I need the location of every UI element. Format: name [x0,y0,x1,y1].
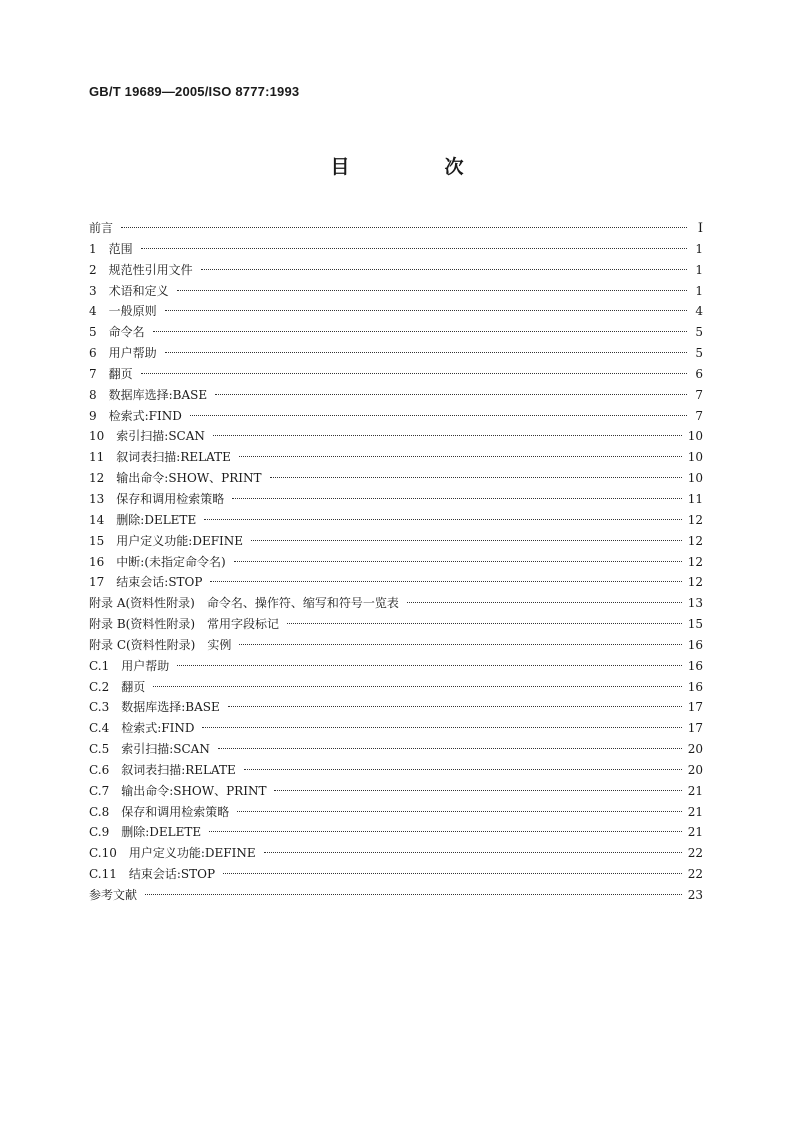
toc-entry[interactable] [89,656,703,677]
toc-entry[interactable] [89,489,703,510]
toc-entry[interactable] [89,718,703,739]
dot-leader [264,851,682,853]
toc-entry-page-number: 16 [687,637,703,652]
toc-entry-number: 附录 A(资料性附录) [89,596,195,611]
dot-leader [165,309,687,311]
toc-entry[interactable] [89,739,703,760]
toc-entry-page-number: 20 [687,762,703,777]
dot-leader [213,434,682,436]
toc-entry-label: 范围 [108,241,133,256]
dot-leader [407,601,682,603]
toc-entry-page-number: 11 [687,491,703,506]
toc-entry-page-number: 12 [687,533,703,548]
dot-leader [153,685,682,687]
dot-leader [210,580,681,582]
toc-entry-label: 规范性引用文件 [108,262,193,277]
toc-entry-page-number: 12 [687,575,703,590]
toc-entry-number: 17 [89,575,105,590]
dot-leader [251,539,682,541]
toc-entry[interactable] [89,864,703,885]
dot-leader [239,455,682,457]
toc-entry-page-number: 10 [687,429,703,444]
toc-entry-page-number: 1 [695,241,703,256]
toc-entry-number: C.10 [89,846,117,861]
toc-entry-label: 参考文献 [89,888,138,902]
toc-entry-page-number: 16 [687,679,703,694]
toc-entry-label: 结束会话:STOP [128,867,216,882]
toc-entry[interactable] [89,635,703,656]
toc-entry-page-number: 10 [687,450,703,465]
toc-entry[interactable] [89,343,703,364]
toc-entry-label: 中断:(未指定命令名) [116,554,226,569]
toc-entry-page-number: 6 [695,366,703,381]
toc-entry-label: 用户定义功能:DEFINE [128,846,256,861]
toc-entry-number: C.1 [89,658,110,673]
dot-leader [239,643,681,645]
toc-entry-page-number: 17 [687,721,703,736]
toc-entry-label: 叙词表扫描:RELATE [116,450,231,465]
toc-entry-label: 检索式:FIND [121,721,195,736]
toc-entry-label: 用户定义功能:DEFINE [116,533,244,548]
dot-leader [270,476,682,478]
dot-leader [190,414,687,416]
toc-entry-number: 1 [89,241,97,256]
toc-entry-page-number: 1 [695,262,703,277]
toc-entry-number: 4 [89,304,97,319]
toc-entry-label: 删除:DELETE [121,825,202,840]
toc-entry-number: C.5 [89,742,110,757]
dot-leader [244,768,682,770]
toc-entry-label: 一般原则 [108,304,157,319]
toc-entry-page-number: 5 [695,346,703,361]
toc-entry[interactable] [89,406,703,427]
toc-entry-page-number: 12 [687,554,703,569]
toc-entry[interactable] [89,677,703,698]
toc-entry-page-number: 16 [687,658,703,673]
toc-entry-number: C.7 [89,783,110,798]
toc-entry-number: 12 [89,471,105,486]
toc-entry[interactable] [89,510,703,531]
toc-entry[interactable] [89,697,703,718]
toc-entry-number: 3 [89,283,97,298]
toc-entry-number: 13 [89,491,105,506]
dot-leader [204,518,682,520]
toc-entry-page-number: 17 [687,700,703,715]
toc-entry-page-number: 13 [687,596,703,611]
dot-leader [223,872,682,874]
toc-entry[interactable] [89,218,703,239]
toc-entry-number: C.6 [89,762,110,777]
toc-entry-number: C.3 [89,700,110,715]
toc-entry-label: 翻页 [108,366,133,381]
toc-entry-label: 删除:DELETE [116,512,197,527]
toc-entry-label: 用户帮助 [121,658,170,673]
toc-entry-number: C.2 [89,679,110,694]
toc-entry[interactable] [89,822,703,843]
toc-entry-number: C.4 [89,721,110,736]
toc-entry-number: 7 [89,366,97,381]
dot-leader [141,372,687,374]
toc-entry-label: 保存和调用检索策略 [116,491,225,506]
toc-entry-number: 附录 C(资料性附录) [89,637,196,652]
dot-leader [287,622,682,624]
toc-entry[interactable] [89,572,703,593]
toc-entry-number: 16 [89,554,105,569]
toc-entry-page-number: 22 [687,846,703,861]
toc-entry[interactable] [89,322,703,343]
toc-entry-number: 15 [89,533,105,548]
dot-leader [218,747,682,749]
toc-entry-label: 索引扫描:SCAN [121,742,210,757]
toc-entry[interactable] [89,552,703,573]
toc-entry-label: 保存和调用检索策略 [121,804,230,819]
toc-entry-label: 前言 [89,221,114,235]
dot-leader [177,664,682,666]
toc-entry-page-number: 21 [687,804,703,819]
toc-entry-page-number: 12 [687,512,703,527]
toc-entry[interactable] [89,281,703,302]
toc-entry-page-number: 4 [695,304,703,319]
toc-entry-label: 结束会话:STOP [116,575,203,590]
toc-entry-label: 数据库选择:BASE [121,700,220,715]
toc-entry[interactable] [89,802,703,823]
toc-entry-label: 命令名、操作符、缩写和符号一览表 [206,596,399,611]
toc-entry[interactable] [89,239,703,260]
toc-entry-number: 附录 B(资料性附录) [89,617,195,632]
toc-entry[interactable] [89,760,703,781]
toc-entry-page-number: 22 [687,867,703,882]
toc-entry-number: 10 [89,429,105,444]
toc-entry[interactable] [89,885,703,906]
toc-entry-number: C.8 [89,804,110,819]
toc-entry-number: 6 [89,346,97,361]
toc-entry-label: 叙词表扫描:RELATE [121,762,236,777]
toc-entry-label: 术语和定义 [108,283,169,298]
toc-entry[interactable] [89,260,703,281]
dot-leader [165,351,687,353]
toc-entry-label: 命令名 [108,325,145,340]
toc-entry-label: 用户帮助 [108,346,157,361]
toc-entry-page-number: 21 [687,825,703,840]
toc-entry-page-number: 1 [695,283,703,298]
toc-entry-label: 索引扫描:SCAN [116,429,205,444]
toc-entry-number: 8 [89,387,97,402]
toc-entry-page-number: 5 [695,325,703,340]
toc-entry[interactable] [89,843,703,864]
toc-entry-page-number: 23 [687,888,703,902]
dot-leader [209,830,682,832]
dot-leader [237,810,682,812]
dot-leader [153,330,687,332]
toc-entry[interactable] [89,614,703,635]
toc-entry[interactable] [89,593,703,614]
toc-entry[interactable] [89,364,703,385]
toc-entry[interactable] [89,781,703,802]
toc-entry[interactable] [89,447,703,468]
toc-entry-page-number: 10 [687,471,703,486]
dot-leader [234,560,682,562]
dot-leader [121,226,687,228]
dot-leader [215,393,687,395]
dot-leader [141,247,687,249]
toc-entry-number: 11 [89,450,105,465]
dot-leader [177,289,687,291]
toc-entry-label: 常用字段标记 [207,617,280,632]
toc-entry[interactable] [89,385,703,406]
toc-entry-number: C.9 [89,825,110,840]
dot-leader [201,268,687,270]
toc-entry[interactable] [89,531,703,552]
dot-leader [232,497,681,499]
toc-entry-number: 2 [89,262,97,277]
toc-entry-number: 5 [89,325,97,340]
dot-leader [228,705,682,707]
toc-entry-page-number: 7 [695,387,703,402]
toc-entry-label: 翻页 [121,679,146,694]
page-title: 目 次 [330,156,502,178]
toc-entry-page-number: Ⅰ [697,221,703,236]
toc-entry-page-number: 7 [695,408,703,423]
toc-entry[interactable] [89,426,703,447]
toc-entry-page-number: 21 [687,783,703,798]
toc-entry-label: 检索式:FIND [108,408,182,423]
dot-leader [274,789,681,791]
dot-leader [145,893,682,895]
toc-entry[interactable] [89,468,703,489]
toc-entry-label: 输出命令:SHOW、PRINT [121,783,267,798]
toc-entry-label: 实例 [207,637,232,652]
toc-entry-label: 数据库选择:BASE [108,387,208,402]
toc-entry-number: C.11 [89,867,117,882]
toc-entry-number: 14 [89,512,105,527]
toc-entry-label: 输出命令:SHOW、PRINT [116,471,262,486]
standard-code-header: GB/T 19689—2005/ISO 8777:1993 [89,84,300,99]
toc-entry-page-number: 20 [687,742,703,757]
toc-entry[interactable] [89,301,703,322]
dot-leader [202,726,681,728]
table-of-contents [89,218,703,906]
toc-entry-number: 9 [89,408,97,423]
toc-entry-page-number: 15 [687,617,703,632]
